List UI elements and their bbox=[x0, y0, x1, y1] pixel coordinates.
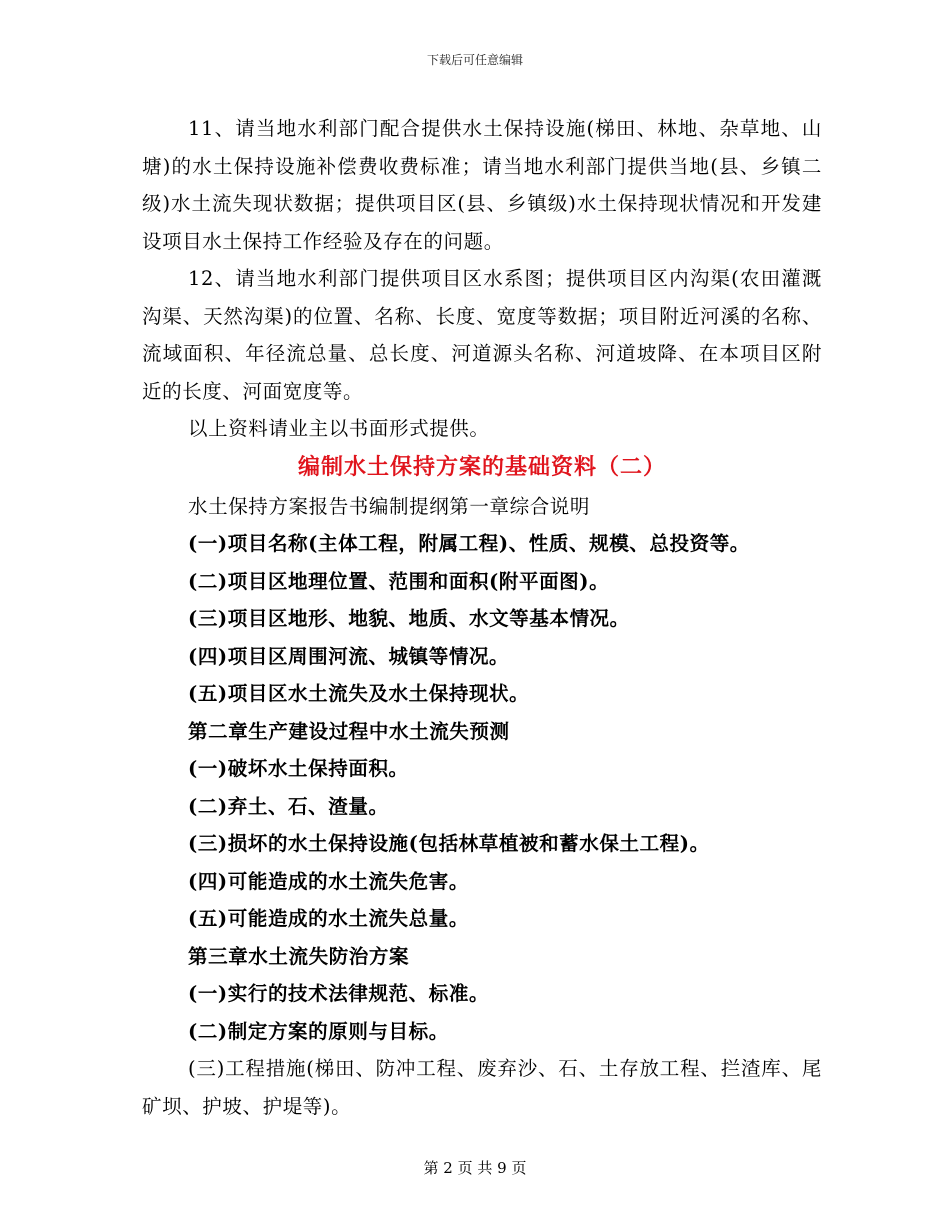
chapter1-item: (三)项目区地形、地貌、地质、水文等基本情况。 bbox=[188, 607, 630, 630]
chapter3-item: (一)实行的技术法律规范、标准。 bbox=[188, 982, 490, 1005]
chapter2-item: (一)破坏水土保持面积。 bbox=[188, 757, 409, 780]
chapter3-title: 第三章水土流失防治方案 bbox=[188, 944, 410, 968]
chapter3-item: (二)制定方案的原则与目标。 bbox=[188, 1019, 449, 1043]
chapter3-item-3: (三)工程措施(梯田、防冲工程、废弃沙、石、土存放工程、拦渣库、尾矿坝、护坡、护堤等)。 bbox=[142, 1057, 822, 1118]
chapter1-item: (四)项目区周围河流、城镇等情况。 bbox=[188, 644, 510, 668]
chapter2-item: (五)可能造成的水土流失总量。 bbox=[188, 907, 469, 930]
chapter2-item: (三)损坏的水土保持设施(包括林草植被和蓄水保土工程)。 bbox=[188, 832, 710, 855]
paragraph-item-11: 11、请当地水利部门配合提供水土保持设施(梯田、林地、杂草地、山塘)的水土保持设施补偿费收费标准；请当地水利部门提供当地(县、乡镇二级)水土流失现状数据；提供项目区(县、乡镇级)水土保持现状情况和开发建设项目水土保持工作经验及存在的问题。 bbox=[142, 117, 822, 253]
section-title: 编制水土保持方案的基础资料（二） bbox=[297, 454, 666, 480]
chapter2-item: (二)弃土、石、渣量。 bbox=[188, 794, 389, 818]
chapter1-item: (二)项目区地理位置、范围和面积(附平面图)。 bbox=[188, 569, 610, 593]
outline-intro: 水土保持方案报告书编制提纲第一章综合说明 bbox=[188, 494, 591, 518]
document-body bbox=[142, 110, 822, 1125]
paragraph-item-12: 12、请当地水利部门提供项目区水系图；提供项目区内沟渠(农田灌溉沟渠、天然沟渠)的位置、名称、长度、宽度等数据；项目附近河溪的名称、流域面积、年径流总量、总长度、河道源头名称、河道坡降、在本项目区附近的长度、河面宽度等。 bbox=[142, 267, 822, 403]
chapter1-item: (五)项目区水土流失及水土保持现状。 bbox=[188, 682, 530, 705]
chapter2-item: (四)可能造成的水土流失危害。 bbox=[188, 869, 469, 893]
chapter1-item: (一)项目名称(主体工程，附属工程)、性质、规模、总投资等。 bbox=[188, 532, 750, 555]
chapter2-title: 第二章生产建设过程中水土流失预测 bbox=[188, 719, 510, 743]
page-number: 第 2 页 共 9 页 bbox=[423, 1159, 527, 1177]
paragraph-note: 以上资料请业主以书面形式提供。 bbox=[188, 417, 490, 440]
page-header: 下载后可任意编辑 bbox=[426, 53, 523, 67]
